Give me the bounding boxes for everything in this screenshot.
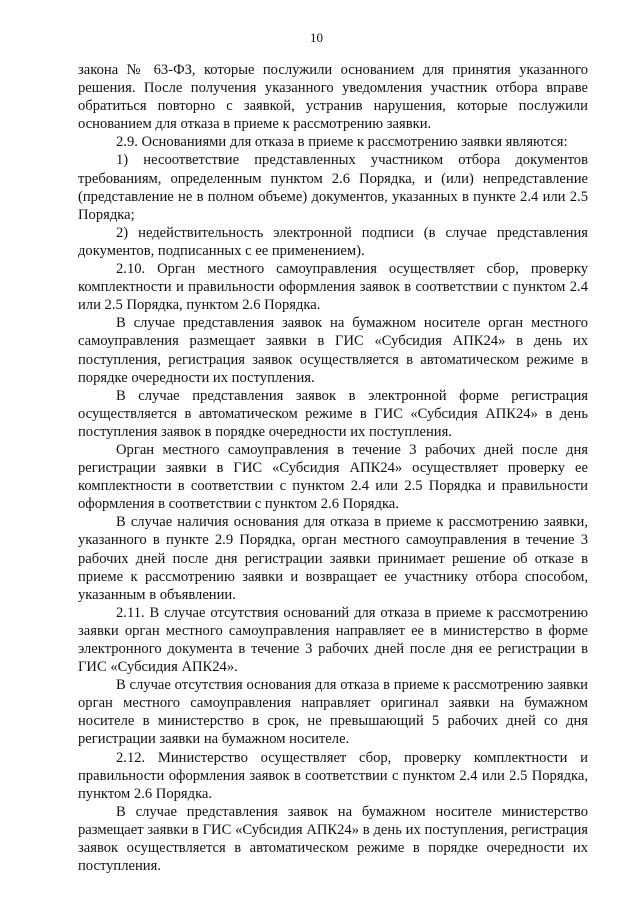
paragraph-2-12: 2.12. Министерство осуществляет сбор, проверку комплектности и правильности оформления заявок в соответствии с пунктом 2.4 или 2.5 Порядка, пунктом 2.6 Порядка. bbox=[78, 749, 588, 802]
paragraph-2-10: 2.10. Орган местного самоуправления осуществляет сбор, проверку комплектности и правильности оформления заявок в соответствии с пунктом 2.4 или 2.5 Порядка, пунктом 2.6 Порядка. bbox=[78, 261, 588, 314]
paragraph-paper-submission: В случае представления заявок на бумажном носителе орган местного самоуправления размещает заявки в ГИС «Субсидия АПК24» в день их поступления, регистрация заявок осуществляется в автоматическом режиме в порядке очередности их поступления. bbox=[78, 315, 588, 386]
paragraph-continuation: закона № 63-ФЗ, которые послужили основанием для принятия указанного решения. После получения указанного уведомления участник отбора вправе обратиться повторно с заявкой, устранив нарушения, которые послужили основанием для отказа в приеме к рассмотрению заявки. bbox=[78, 62, 588, 133]
paragraph-refusal: В случае наличия основания для отказа в приеме к рассмотрению заявки, указанного в пункте 2.9 Порядка, орган местного самоуправления в течение 3 рабочих дней после дня регистрации заявки принимает решение об отказе в приеме к рассмотрению заявки и возвращает ее участнику отбора способом, указанным в объявлении. bbox=[78, 514, 588, 603]
document-body bbox=[78, 61, 588, 875]
paragraph-2-9-item-1: 1) несоответствие представленных участником отбора документов требованиям, определенным пунктом 2.6 Порядка, и (или) непредставление (представление не в полном объеме) документов, указанных в пункте 2.4 или 2.5 Порядка; bbox=[78, 152, 588, 223]
paragraph-2-9-item-2: 2) недействительность электронной подписи (в случае представления документов, подписанных с ее применением). bbox=[78, 224, 588, 259]
paragraph-2-11: 2.11. В случае отсутствия оснований для отказа в приеме к рассмотрению заявки орган местного самоуправления направляет ее в министерство в форме электронного документа в течение 3 рабочих дней после дня ее регистрации в ГИС «Субсидия АПК24». bbox=[78, 604, 588, 676]
paragraph-electronic-submission: В случае представления заявок в электронной форме регистрация осуществляется в автоматическом режиме в ГИС «Субсидия АПК24» в день поступления заявок в порядке очередности их поступления. bbox=[78, 387, 588, 440]
paragraph-2-9-heading: 2.9. Основаниями для отказа в приеме к рассмотрению заявки являются: bbox=[116, 134, 568, 151]
page-number: 10 bbox=[310, 30, 323, 45]
paragraph-local-check: Орган местного самоуправления в течение 3 рабочих дней после дня регистрации заявки в ГИС «Субсидия АПК24» осуществляет проверку ее комплектности в соответствии с пунктом 2.4 или 2.5 Порядка и правильности оформления в соответствии с пунктом 2.6 Порядка. bbox=[78, 441, 588, 513]
paragraph-original-forwarding: В случае отсутствия основания для отказа в приеме к рассмотрению заявки орган местного самоуправления направляет оригинал заявки на бумажном носителе в министерство в срок, не превышающий 5 рабочих дней со дня регистрации заявки на бумажном носителе. bbox=[78, 677, 588, 748]
paragraph-ministry-paper-submission: В случае представления заявок на бумажном носителе министерство размещает заявки в ГИС «Субсидия АПК24» в день их поступления, регистрация заявок осуществляется в автоматическом режиме в порядке очередности их поступления. bbox=[78, 803, 588, 875]
